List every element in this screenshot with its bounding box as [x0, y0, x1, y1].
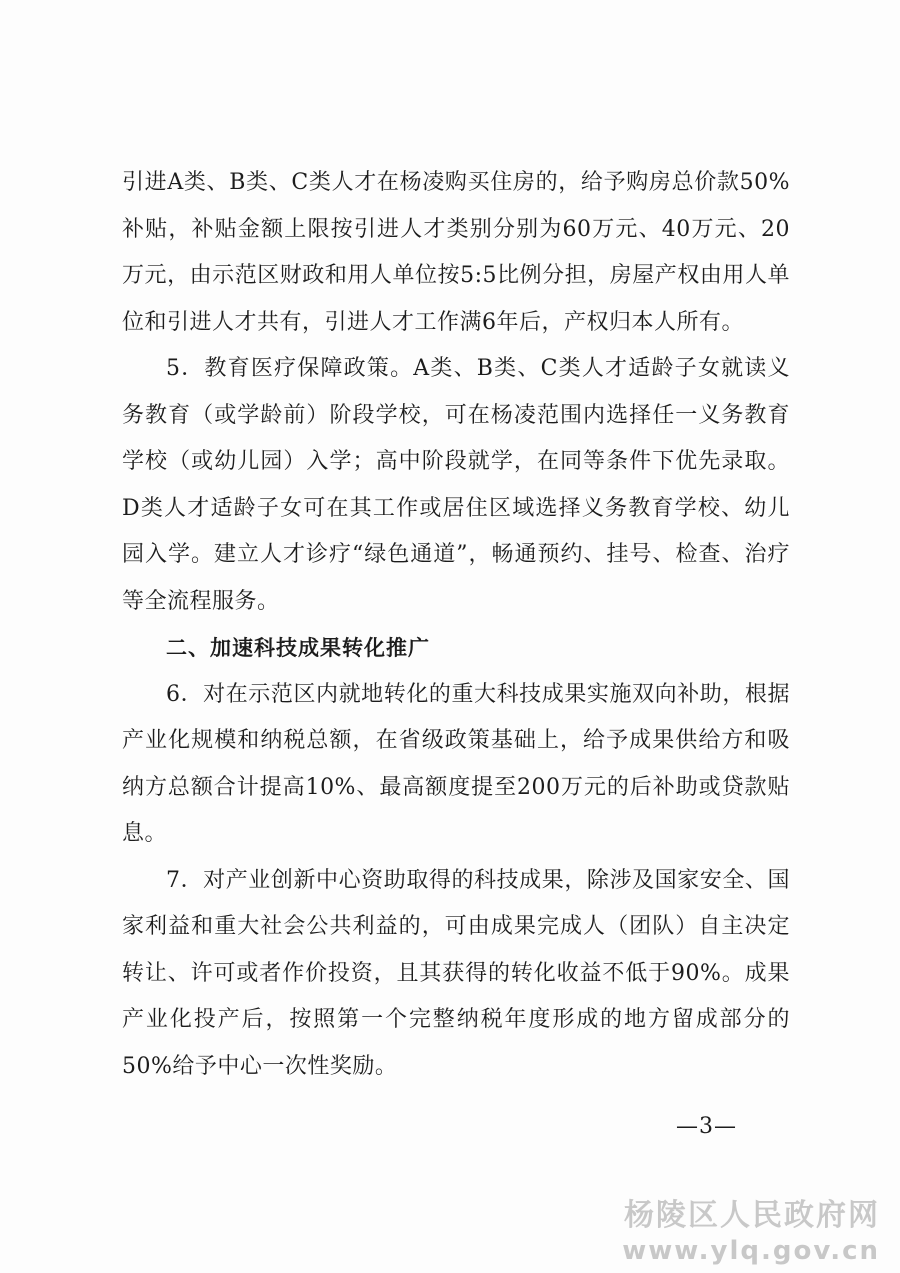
site-watermark: [622, 1198, 880, 1268]
document-body: [122, 160, 790, 1090]
paragraph-housing-subsidy: 引进A类、B类、C类人才在杨凌购买住房的，给予购房总价款50%补贴，补贴金额上限按引进人才类别分别为60万元、40万元、20万元，由示范区财政和用人单位按5:5比例分担，房屋产权由用人单位和引进人才共有，引进人才工作满6年后，产权归本人所有。: [122, 170, 790, 335]
section-heading: 二、加速科技成果转化推广: [166, 636, 430, 660]
watermark-site-url: www.ylq.gov.cn: [622, 1236, 880, 1266]
watermark-site-name: 杨陵区人民政府网: [624, 1198, 880, 1233]
paragraph-innovation-center: 7．对产业创新中心资助取得的科技成果，除涉及国家安全、国家利益和重大社会公共利益的，可由成果完成人（团队）自主决定转让、许可或者作价投资，且其获得的转化收益不低于90%。成果产业化投产后，按照第一个完整纳税年度形成的地方留成部分的50%给予中心一次性奖励。: [122, 867, 790, 1079]
paragraph-education-medical: 5．教育医疗保障政策。A类、B类、C类人才适龄子女就读义务教育（或学龄前）阶段学校，可在杨凌范围内选择任一义务教育学校（或幼儿园）入学；高中阶段就学，在同等条件下优先录取。D类人才适龄子女可在其工作或居住区域选择义务教育学校、幼儿园入学。建立人才诊疗“绿色通道”，畅通预约、挂号、检查、治疗等全流程服务。: [122, 356, 790, 614]
paragraph-tech-subsidy: 6．对在示范区内就地转化的重大科技成果实施双向补助，根据产业化规模和纳税总额，在省级政策基础上，给予成果供给方和吸纳方总额合计提高10%、最高额度提至200万元的后补助或贷款贴息。: [122, 681, 790, 846]
page-number: —3—: [676, 1114, 737, 1139]
